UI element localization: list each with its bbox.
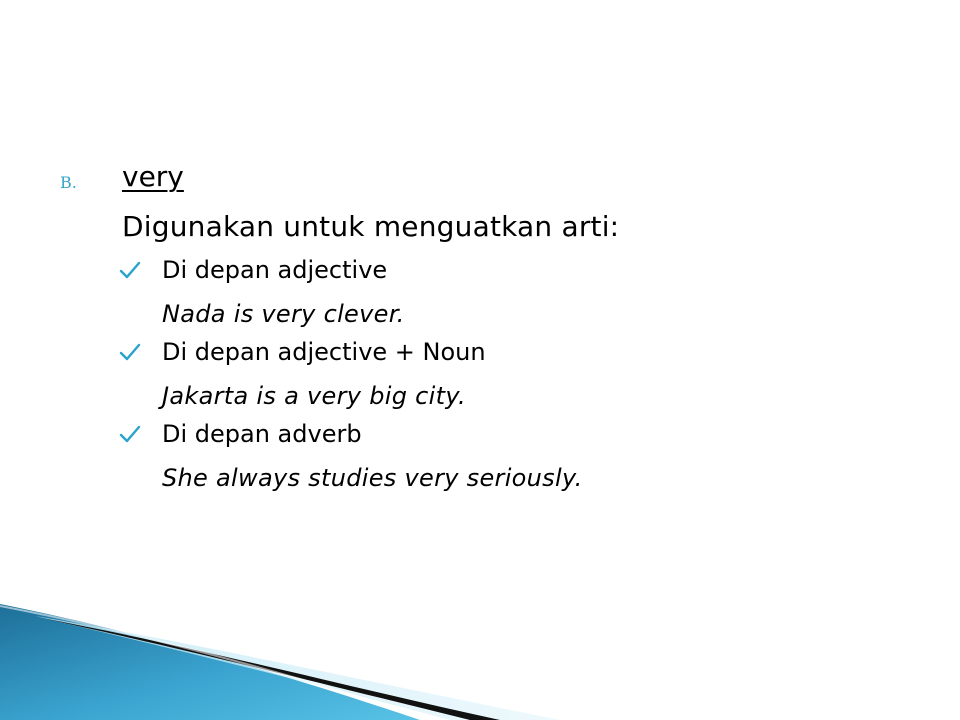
example-sentence: She always studies very seriously. — [162, 464, 583, 492]
checkmark-icon — [118, 422, 142, 446]
list-marker: B. — [60, 173, 77, 192]
example-sentence: Jakarta is a very big city. — [162, 382, 466, 410]
slide-heading: very — [122, 160, 184, 193]
bullet-item-label: Di depan adjective + Noun — [162, 338, 486, 366]
checkmark-icon — [118, 340, 142, 364]
checkmark-icon — [118, 258, 142, 282]
bullet-item-label: Di depan adjective — [162, 256, 388, 284]
bullet-item-label: Di depan adverb — [162, 420, 362, 448]
example-sentence: Nada is very clever. — [162, 300, 405, 328]
intro-text: Digunakan untuk menguatkan arti: — [122, 210, 620, 243]
